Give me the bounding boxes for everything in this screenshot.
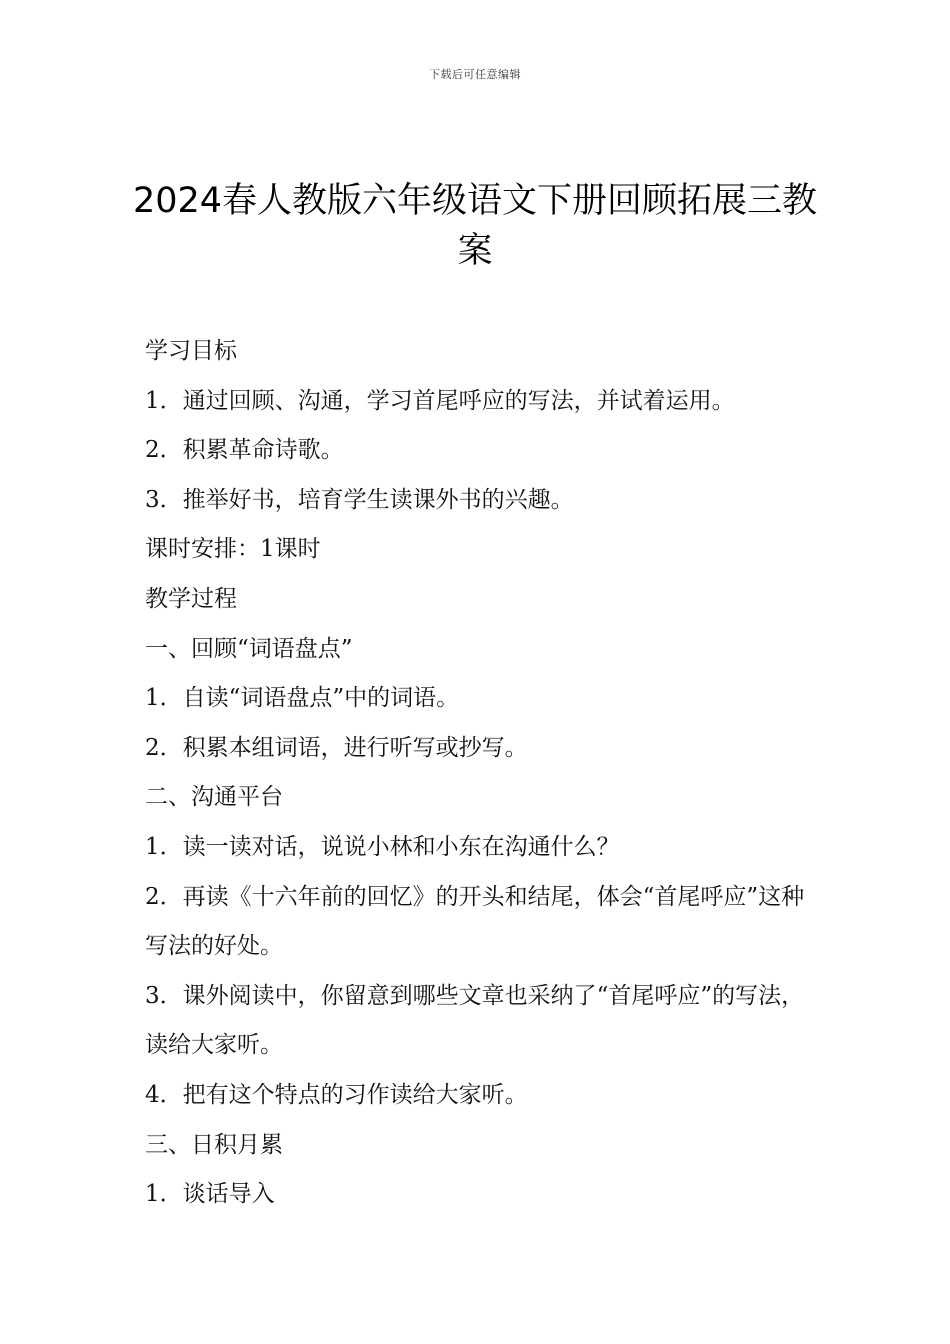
paragraph: 2．再读《十六年前的回忆》的开头和结尾，体会“首尾呼应”这种写法的好处。 <box>145 883 805 960</box>
header-note: 下载后可任意编辑 <box>429 68 521 81</box>
section-heading: 一、回顾“词语盘点” <box>145 635 353 662</box>
section-heading: 三、日积月累 <box>145 1131 283 1158</box>
paragraph: 1．自读“词语盘点”中的词语。 <box>145 685 460 712</box>
document-body <box>145 327 815 1220</box>
paragraph: 3．课外阅读中，你留意到哪些文章也采纳了“首尾呼应”的写法，读给大家听。 <box>145 982 805 1059</box>
paragraph: 3．推举好书，培育学生读课外书的兴趣。 <box>145 486 574 513</box>
section-heading: 教学过程 <box>145 585 237 612</box>
paragraph: 1．读一读对话，说说小林和小东在沟通什么？ <box>145 833 620 860</box>
paragraph: 2．积累革命诗歌。 <box>145 437 344 464</box>
document-title: 2024春人教版六年级语文下册回顾拓展三教案 <box>132 181 818 271</box>
paragraph: 4．把有这个特点的习作读给大家听。 <box>145 1081 528 1108</box>
paragraph: 1．谈话导入 <box>145 1181 275 1208</box>
section-heading: 学习目标 <box>145 338 237 364</box>
section-heading: 二、沟通平台 <box>145 784 283 811</box>
paragraph: 1．通过回顾、沟通，学习首尾呼应的写法，并试着运用。 <box>145 387 735 414</box>
paragraph: 2．积累本组词语，进行听写或抄写。 <box>145 734 528 761</box>
paragraph: 课时安排：1课时 <box>145 536 321 563</box>
